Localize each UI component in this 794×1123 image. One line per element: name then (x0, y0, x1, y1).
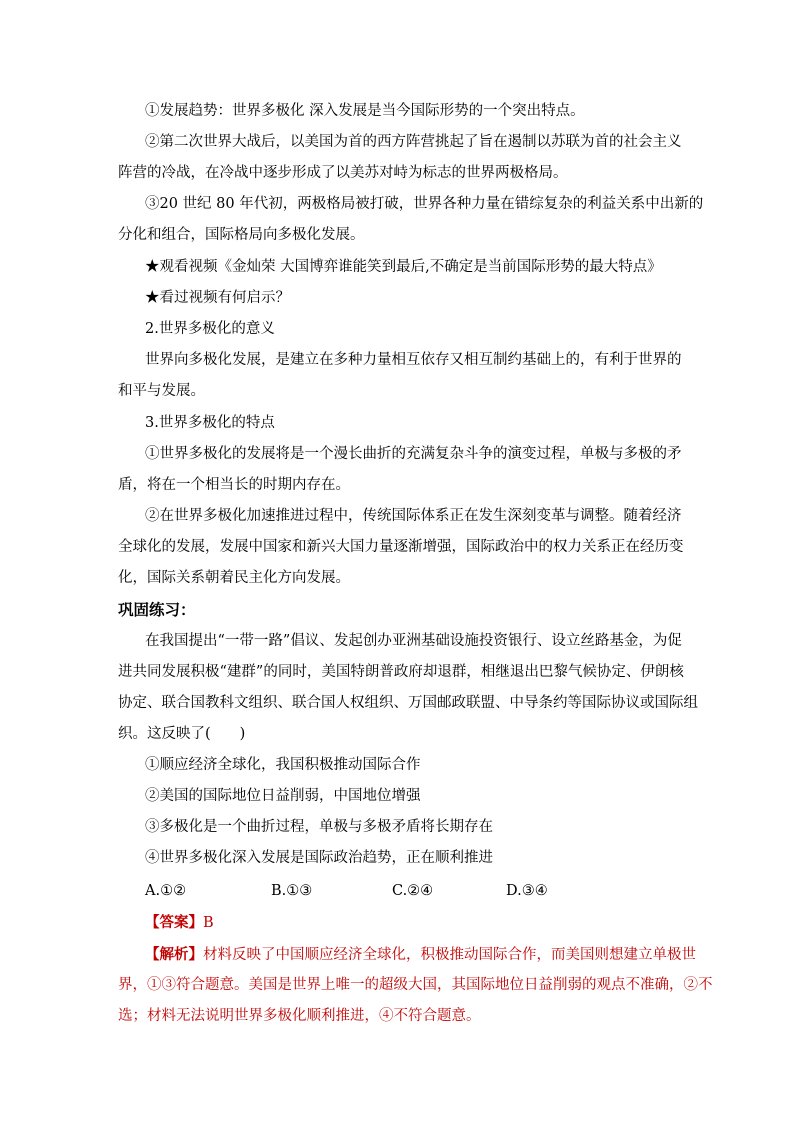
statement-4: ④世界多极化深入发展是国际政治趋势，正在顺利推进 (145, 850, 493, 866)
option-b: B.①③ (271, 883, 313, 899)
cold-war-paragraph-line1: ②第二次世界大战后，以美国为首的西方阵营挑起了旨在遏制以苏联为首的社会主义 (145, 134, 682, 150)
analysis-line2: 界，①③符合题意。美国是世界上唯一的超级大国，其国际地位日益削弱的观点不准确，②不 (118, 977, 713, 993)
analysis-line1 (145, 939, 705, 971)
feature1-line1: ①世界多极化的发展将是一个漫长曲折的充满复杂斗争的演变过程，单极与多极的矛 (145, 446, 682, 462)
multipolar-paragraph-line2: 分化和组合，国际格局向多极化发展。 (118, 227, 365, 243)
answer-value: B (203, 915, 214, 931)
significance-paragraph-line1: 世界向多极化发展，是建立在多种力量相互依存又相互制约基础上的，有利于世界的 (145, 352, 682, 368)
exercise-heading: 巩固练习： (118, 600, 196, 619)
multipolar-paragraph-line1: ③20 世纪 80 年代初，两极格局被打破，世界各种力量在错综复杂的利益关系中出新的 (145, 196, 704, 212)
option-c: C.②④ (392, 883, 434, 899)
feature1-line2: 盾，将在一个相当长的时期内存在。 (118, 477, 350, 493)
analysis-label: 【解析】 (145, 946, 203, 963)
feature2-line3: 化，国际关系朝着民主化方向发展。 (118, 570, 350, 586)
analysis-text-1: 材料反映了中国顺应经济全球化，积极推动国际合作，而美国则想建立单极世 (203, 947, 696, 963)
question-line4: 织。这反映了( ) (118, 726, 246, 742)
statement-1: ①顺应经济全球化，我国积极推动国际合作 (145, 757, 421, 773)
question-line3: 协定、联合国教科文组织、联合国人权组织、万国邮政联盟、中导条约等国际协议或国际组 (118, 695, 698, 711)
section-heading-significance: 2.世界多极化的意义 (145, 321, 275, 337)
answer-label: 【答案】 (145, 914, 203, 931)
answer-line (145, 907, 705, 939)
video-question: ★看过视频有何启示？ (145, 290, 290, 306)
cold-war-paragraph-line2: 阵营的冷战，在冷战中逐步形成了以美苏对峙为标志的世界两极格局。 (118, 165, 568, 181)
option-d: D.③④ (506, 883, 548, 899)
question-line2: 进共同发展积极“建群”的同时，美国特朗普政府却退群，相继退出巴黎气候协定、伊朗核 (118, 664, 684, 680)
feature2-line1: ②在世界多极化加速推进过程中，传统国际体系正在发生深刻变革与调整。随着经济 (145, 508, 682, 524)
statement-3: ③多极化是一个曲折过程，单极与多极矛盾将长期存在 (145, 819, 493, 835)
video-note: ★观看视频《金灿荣 大国博弈谁能笑到最后,不确定是当前国际形势的最大特点》 (145, 259, 662, 275)
section-heading-features: 3.世界多极化的特点 (145, 415, 275, 431)
analysis-line3: 选；材料无法说明世界多极化顺利推进，④不符合题意。 (118, 1008, 481, 1024)
question-line1: 在我国提出“一带一路”倡议、发起创办亚洲基础设施投资银行、设立丝路基金，为促 (145, 633, 682, 649)
feature2-line2: 全球化的发展，发展中国家和新兴大国力量逐渐增强，国际政治中的权力关系正在经历变 (118, 539, 684, 555)
trend-paragraph: ①发展趋势：世界多极化 深入发展是当今国际形势的一个突出特点。 (145, 103, 585, 119)
option-a: A.①② (145, 883, 187, 899)
significance-paragraph-line2: 和平与发展。 (118, 383, 205, 399)
statement-2: ②美国的国际地位日益削弱，中国地位增强 (145, 788, 421, 804)
